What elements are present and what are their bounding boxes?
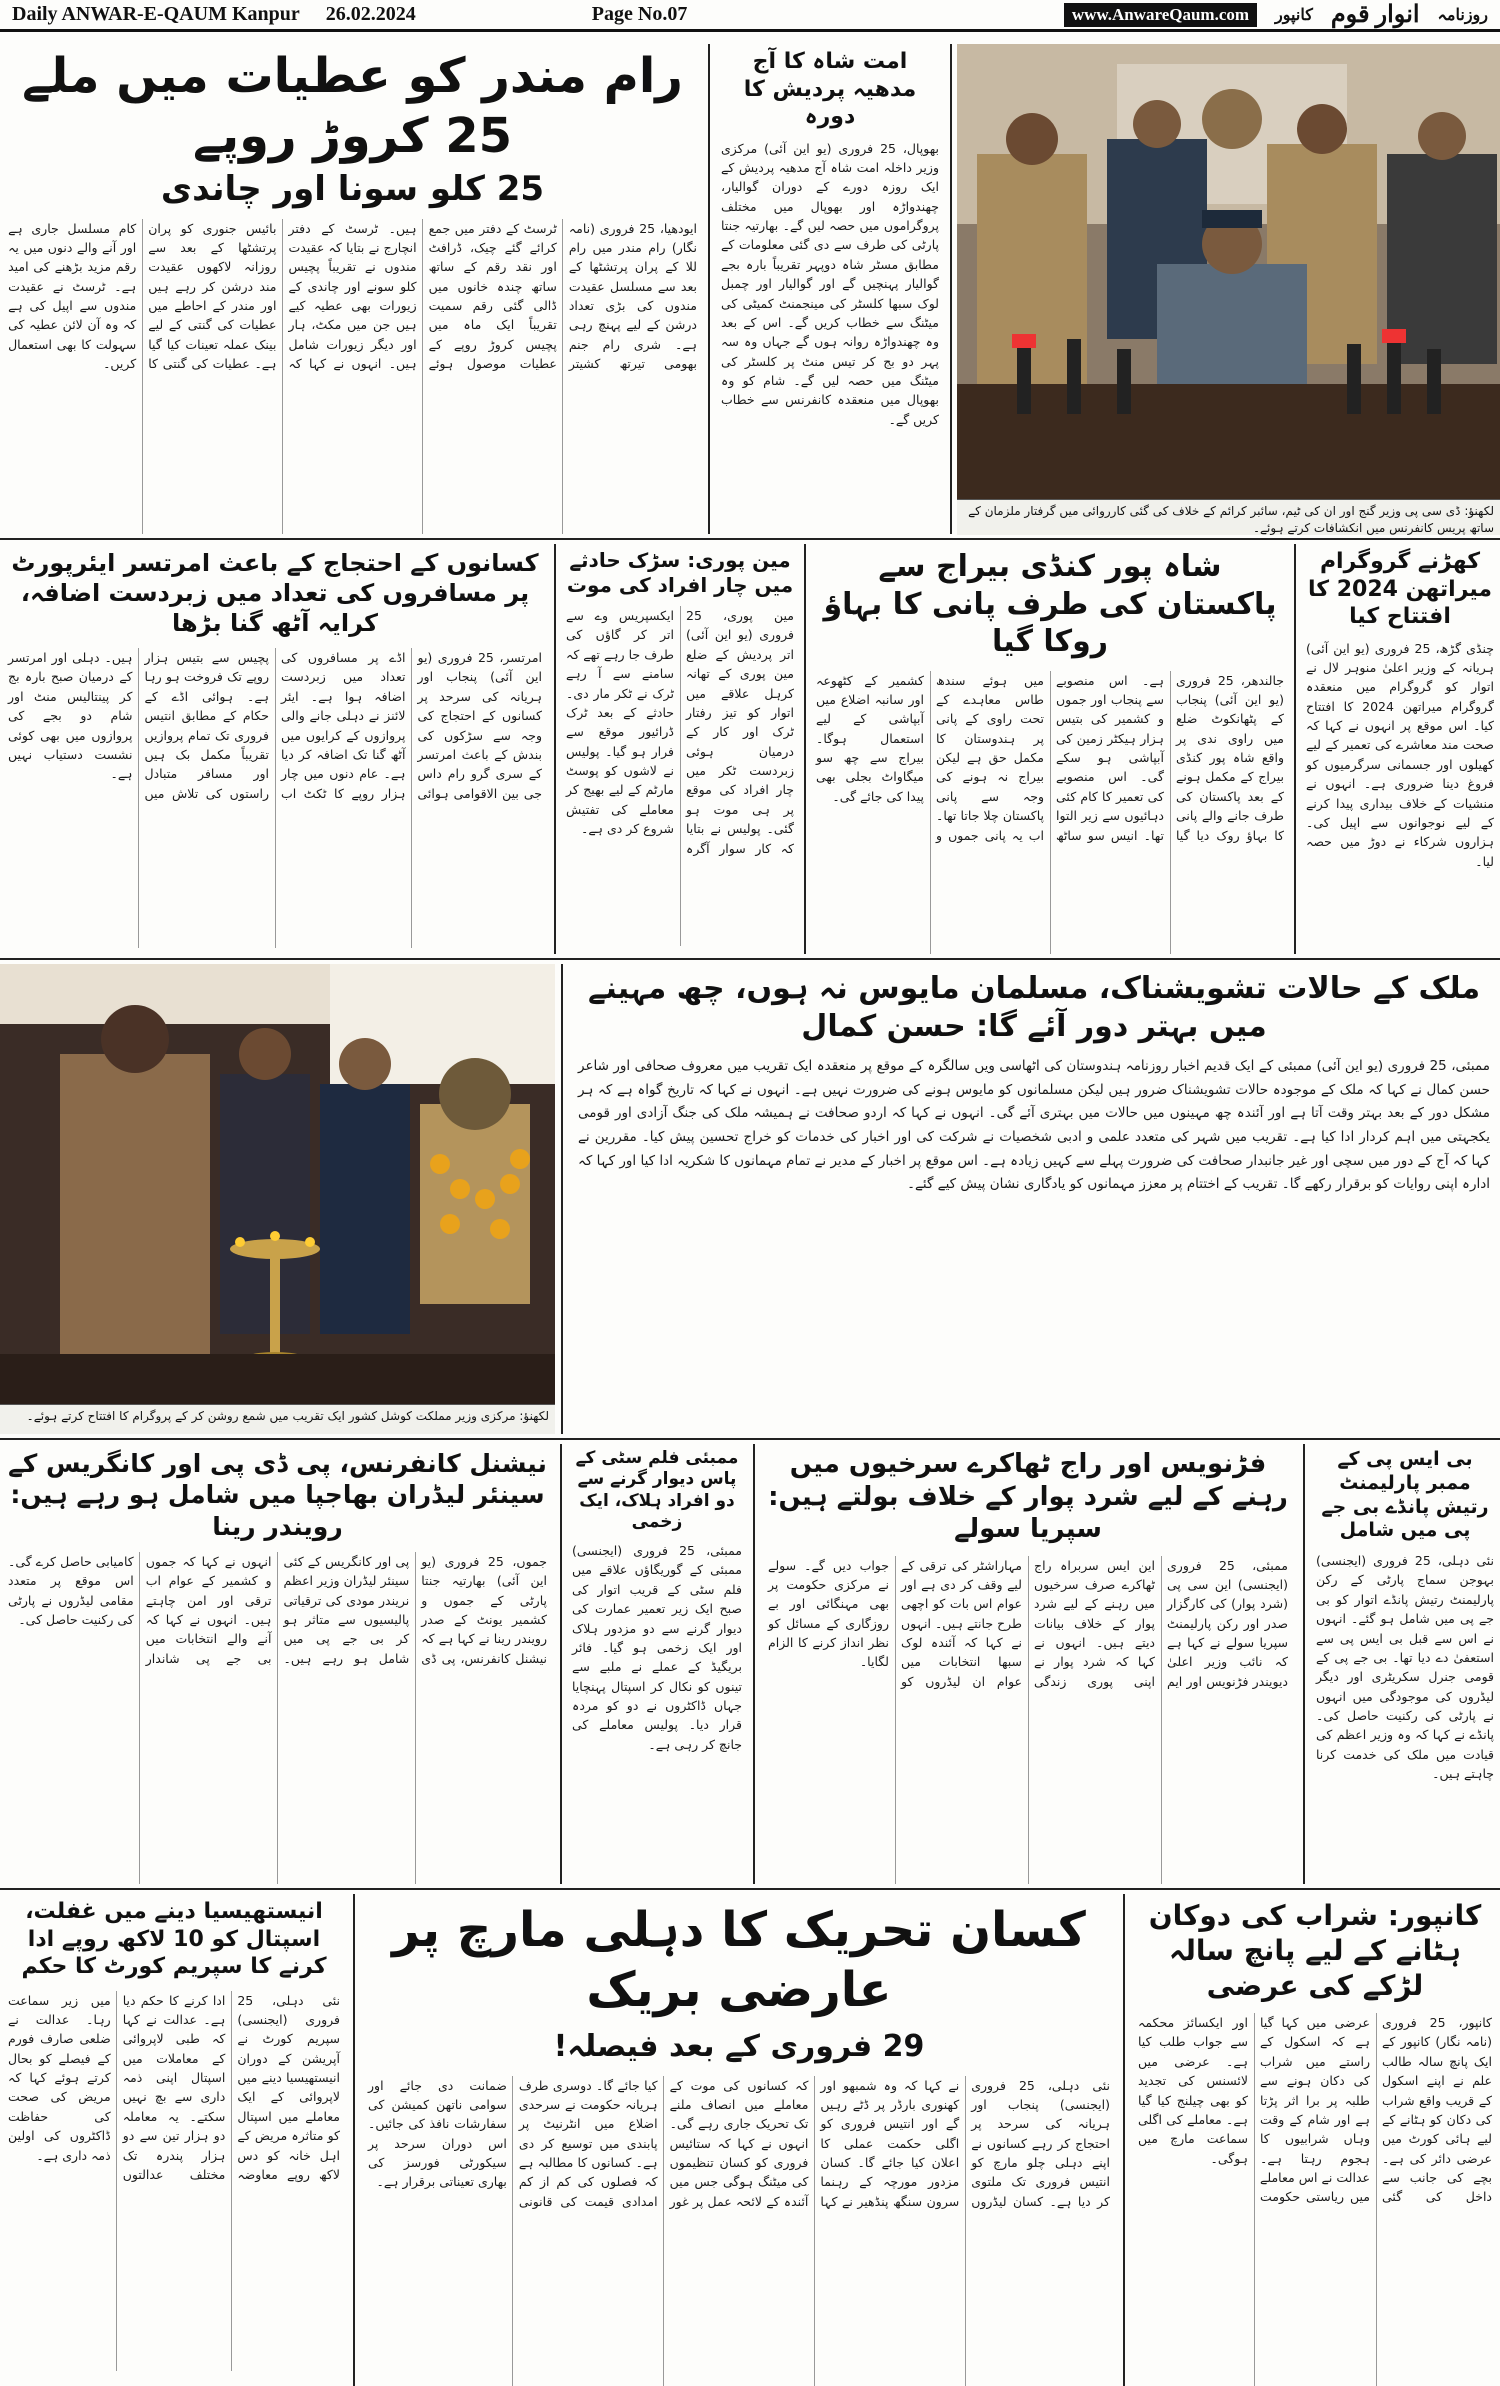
- bsp-mp-article: [1310, 1444, 1500, 1884]
- urdu-city: کانپور: [1275, 6, 1313, 24]
- headline: کھڑنے گروگرام میراتھن 2024 کا افتتاح کیا: [1307, 549, 1493, 629]
- rule: [1294, 544, 1296, 954]
- hasan-kamal-article: [568, 964, 1500, 1434]
- left-photo-caption: لکھنؤ: مرکزی وزیر مملکت کوشل کشور ایک تقریب میں شمع روشن کر کے پروگرام کا افتتاح کرتے ہوئے۔: [0, 1404, 555, 1434]
- rule: [753, 1444, 755, 1884]
- headline: کسان تحریک کا دہلی مارچ پر عارضی بریک: [392, 1902, 1086, 2018]
- rule: [1303, 1444, 1305, 1884]
- headline: مین پوری: سڑک حادثے میں چار افراد کی موت: [566, 548, 794, 597]
- rule: [0, 538, 1500, 540]
- article-body: جالندھر، 25 فروری (یو این آئی) پنجاب کے پٹھانکوٹ ضلع میں راوی ندی پر واقع شاہ پور کنڈی بیراج کے مکمل ہونے کے بعد پاکستان کی طرف جانے والے پانی کا بہاؤ روک دیا گیا ہے۔ اس منصوبے سے پنجاب اور جموں و کشمیر کی بتیس ہزار ہیکٹر زمین کی آبپاشی ہو سکے گی۔ اس منصوبے کی تعمیر کا کام کئی دہائیوں سے زیر التوا تھا۔ انیس سو ساٹھ میں ہوئے سندھ طاس معاہدے کے تحت راوی کے پانی پر ہندوستان کا مکمل حق ہے لیکن بیراج نہ ہونے کی وجہ سے پانی پاکستان چلا جاتا تھا۔ اب یہ پانی جموں و کشمیر کے کٹھوعہ اور سانبہ اضلاع میں آبپاشی کے لیے استعمال ہوگا۔ بیراج سے چھ سو میگاواٹ بجلی بھی پیدا کی جائے گی۔: [816, 672, 1284, 843]
- subhead: 29 فروری کے بعد فیصلہ!: [553, 2029, 925, 2064]
- issue-date: 26.02.2024: [325, 3, 416, 25]
- urdu-paper-title: انوار قوم: [1330, 2, 1420, 28]
- article-body: ممبئی، 25 فروری (ایجنسی) ممبئی کے گوریگاؤں علاقے میں فلم سٹی کے قریب اتوار کی صبح ایک زیر تعمیر عمارت کی دیوار گرنے سے دو مزدور ہلاک اور ایک زخمی ہو گیا۔ فائر بریگیڈ کے عملے نے ملبے سے تینوں کو نکال کر اسپتال پہنچایا جہاں ڈاکٹروں نے دو کو مردہ قرار دیا۔ پولیس معاملے کی جانچ کر رہی ہے۔: [572, 1543, 742, 1752]
- rule: [561, 964, 563, 1434]
- paper-name: Daily ANWAR-E-QAUM Kanpur: [12, 3, 300, 25]
- article-body: بھوپال، 25 فروری (یو این آئی) مرکزی وزیر داخلہ امت شاہ آج مدھیہ پردیش کے ایک روزہ دورے کے دوران گوالیار، چھندواڑہ اور بھوپال میں مختلف پروگراموں میں حصہ لیں گے۔ بھارتیہ جنتا پارٹی کی طرف سے دی گئی معلومات کے مطابق مسٹر شاہ دوپہر تقریباً بارہ بجے گوالیار پہنچیں گے اور گوالیار اور چمبل لوک سبھا کلسٹر کی مینجمنٹ کمیٹی کی میٹنگ سے خطاب کریں گے۔ اس کے بعد وہ چھندواڑہ روانہ ہوں گے جہاں وہ سہ پہر دو بج کر تیس منٹ پر کلسٹر کی میٹنگ میں حصہ لیں گے۔ شام کو وہ بھوپال میں منعقدہ کانفرنس سے خطاب کریں گے۔: [721, 140, 939, 427]
- article-body: نئی دہلی، 25 فروری (ایجنسی) پنجاب اور ہریانہ کی سرحد پر احتجاج کر رہے کسانوں نے اپنے دہلی چلو مارچ کو انتیس فروری تک ملتوی کر دیا ہے۔ کسان لیڈروں نے کہا کہ وہ شمبھو اور کھنوری بارڈر پر ڈٹے رہیں گے اور انتیس فروری کو اگلی حکمت عملی کا اعلان کیا جائے گا۔ کسان مزدور مورچہ کے رہنما سرون سنگھ پنڈھیر نے کہا کہ کسانوں کی موت کے معاملے میں انصاف ملنے تک تحریک جاری رہے گی۔ انہوں نے کہا کہ ستائیس فروری کو کسان تنظیموں کی میٹنگ ہوگی جس میں آئندہ کے لائحہ عمل پر غور کیا جائے گا۔ دوسری طرف ہریانہ حکومت نے سرحدی اضلاع میں انٹرنیٹ پر پابندی میں توسیع کر دی ہے۔ کسانوں کا مطالبہ ہے کہ فصلوں کی کم از کم امدادی قیمت کی قانونی ضمانت دی جائے اور سوامی ناتھن کمیشن کی سفارشات نافذ کی جائیں۔ اس دوران سرحد پر سیکورٹی فورسز کی بھاری تعیناتی برقرار ہے۔: [368, 2077, 1110, 2209]
- headline: امت شاہ کا آج مدھیہ پردیش کا دورہ: [743, 49, 917, 129]
- rule: [554, 544, 556, 954]
- article-body: جموں، 25 فروری (یو این آئی) بھارتیہ جنتا پارٹی کے جموں و کشمیر یونٹ کے صدر رویندر رینا نے کہا ہے کہ نیشنل کانفرنس، پی ڈی پی اور کانگریس کے کئی سینئر لیڈران وزیر اعظم نریندر مودی کی ترقیاتی پالیسیوں سے متاثر ہو کر بی جے پی میں شامل ہو رہے ہیں۔ انہوں نے کہا کہ جموں و کشمیر کے عوام اب ترقی اور امن چاہتے ہیں۔ انہوں نے کہا کہ آنے والے انتخابات میں بی جے پی شاندار کامیابی حاصل کرے گی۔ اس موقع پر متعدد مقامی لیڈروں نے پارٹی کی رکنیت حاصل کی۔: [8, 1553, 547, 1666]
- rule: [0, 1438, 1500, 1440]
- masthead: [0, 0, 1500, 32]
- ram-mandir-article: [0, 44, 705, 534]
- article-body: کانپور، 25 فروری (نامہ نگار) کانپور کے ایک پانچ سالہ طالب علم نے اپنے اسکول کے قریب واقع شراب کی دکان کو ہٹانے کے لیے ہائی کورٹ میں عرضی دائر کی ہے۔ بچے کی جانب سے داخل کی گئی عرضی میں کہا گیا ہے کہ اسکول کے راستے میں شراب کی دکان ہونے سے طلبہ پر برا اثر پڑتا ہے اور شام کے وقت وہاں شرابیوں کا ہجوم رہتا ہے۔ عدالت نے اس معاملے میں ریاستی حکومت اور ایکسائز محکمہ سے جواب طلب کیا ہے۔ عرضی میں لائسنس کی تجدید کو بھی چیلنج کیا گیا ہے۔ معاملے کی اگلی سماعت مارچ میں ہوگی۔: [1138, 2015, 1492, 2205]
- urdu-daily-label: روزنامہ: [1437, 6, 1488, 24]
- marathon-article: [1300, 544, 1500, 954]
- top-photo-caption: لکھنؤ: ڈی سی پی وزیر گنج اور ان کی ٹیم، سائبر کرائم کے خلاف کی گئی کارروائی میں گرفتار ملزمان کے ساتھ پریس کانفرنس میں انکشافات کرتے ہوئے۔: [957, 499, 1500, 535]
- rule: [0, 958, 1500, 960]
- rule: [1123, 1894, 1125, 2386]
- article-body: امرتسر، 25 فروری (یو این آئی) پنجاب اور ہریانہ کی سرحد پر کسانوں کے احتجاج کی وجہ سے سڑکوں کی بندش کے باعث امرتسر کے سری گرو رام داس جی بین الاقوامی ہوائی اڈے پر مسافروں کی تعداد میں زبردست اضافہ ہوا ہے۔ ایئر لائنز نے دہلی جانے والی پروازوں کے کرایوں میں آٹھ گنا تک اضافہ کر دیا ہے۔ عام دنوں میں چار ہزار روپے کا ٹکٹ اب پچیس سے بتیس ہزار روپے تک فروخت ہو رہا ہے۔ ہوائی اڈے کے حکام کے مطابق انتیس فروری تک تمام پروازیں تقریباً مکمل بک ہیں اور مسافر متبادل راستوں کی تلاش میں ہیں۔ دہلی اور امرتسر کے درمیان صبح بارہ بج کر پینتالیس منٹ اور شام دو بجے کی پروازوں میں بھی کوئی نشست دستیاب نہیں ہے۔: [8, 650, 542, 801]
- mainpuri-article: [560, 544, 800, 954]
- kanpur-liquor-article: [1130, 1894, 1500, 2386]
- headline: فڑنویس اور راج ٹھاکرے سرخیوں میں رہنے کے لیے شرد پوار کے خلاف بولتے ہیں: سپریا سولے: [768, 1449, 1288, 1544]
- article-body: نئی دہلی، 25 فروری (ایجنسی) سپریم کورٹ نے آپریشن کے دوران انیستھیسیا دینے میں لاپروائی کے ایک معاملے میں اسپتال کو متاثرہ مریض کے اہل خانہ کو دس لاکھ روپے معاوضہ ادا کرنے کا حکم دیا ہے۔ عدالت نے کہا کہ طبی لاپروائی کے معاملات میں اسپتال اپنی ذمہ داری سے بچ نہیں سکتے۔ یہ معاملہ دو ہزار تین سے دو ہزار پندرہ تک مختلف عدالتوں میں زیر سماعت رہا۔ عدالت نے ضلعی صارف فورم کے فیصلے کو بحال کرتے ہوئے کہا کہ مریض کی صحت کی حفاظت ڈاکٹروں کی اولین ذمہ داری ہے۔: [8, 1992, 340, 2182]
- article-body: ممبئی، 25 فروری (یو این آئی) ممبئی کے ایک قدیم اخبار روزنامہ ہندوستان کی اٹھاسی ویں سالگرہ کے موقع پر منعقدہ ایک تقریب میں معروف صحافی اور شاعر حسن کمال نے کہا کہ ملک کے موجودہ حالات تشویشناک ضرور ہیں لیکن مسلمانوں کو مایوس ہونے کی ضرورت نہیں ہے۔ انہوں نے کہا کہ تاریخ گواہ ہے کہ ہر مشکل دور کے بعد بہتر وقت آتا ہے اور آئندہ چھ مہینوں میں حالات میں بہتری آئے گی۔ انہوں نے کہا کہ اردو صحافت نے ہمیشہ ملک کی جنگ آزادی اور قومی یکجہتی میں اہم کردار ادا کیا ہے۔ تقریب میں شہر کی متعدد علمی و ادبی شخصیات نے شرکت کی اور اخبار کی خدمات کو خراج تحسین پیش کیا۔ مقررین نے کہا کہ آج کے دور میں سچی اور غیر جانبدار صحافت کی ضرورت پہلے سے کہیں زیادہ ہے۔ اس موقع پر اخبار کے مدیر نے تمام مہمانوں کا شکریہ ادا کیا اور کہا کہ ادارہ اپنی روایات کو برقرار رکھے گا۔ تقریب کے اختتام پر معزز مہمانوں کو یادگاری نشان پیش کیے گئے۔: [578, 1058, 1490, 1193]
- article-body: ممبئی، 25 فروری (ایجنسی) این سی پی (شرد پوار) کی کارگزار صدر اور رکن پارلیمنٹ سپریا سولے نے کہا ہے کہ نائب وزیر اعلیٰ دیویندر فڑنویس اور ایم این ایس سربراہ راج ٹھاکرے صرف سرخیوں میں رہنے کے لیے شرد پوار کے خلاف بیانات دیتے ہیں۔ انہوں نے کہا کہ شرد پوار نے اپنی پوری زندگی مہاراشٹر کی ترقی کے لیے وقف کر دی ہے اور عوام اس بات کو اچھی طرح جانتے ہیں۔ انہوں نے کہا کہ آئندہ لوک سبھا انتخابات میں عوام ان لیڈروں کو جواب دیں گے۔ سولے نے مرکزی حکومت پر بھی مہنگائی اور بے روزگاری کے مسائل کو نظر انداز کرنے کا الزام لگایا۔: [768, 1557, 1288, 1689]
- headline: شاہ پور کنڈی بیراج سے پاکستان کی طرف پانی کا بہاؤ روکا گیا: [823, 549, 1277, 659]
- headline: کانپور: شراب کی دوکان ہٹانے کے لیے پانچ سالہ لڑکے کی عرضی: [1148, 1899, 1482, 2002]
- supriya-sule-article: [760, 1444, 1296, 1884]
- website-link[interactable]: www.AnwareQaum.com: [1064, 3, 1257, 27]
- amit-shah-article: [715, 44, 945, 534]
- rule: [950, 44, 952, 534]
- subhead: 25 کلو سونا اور چاندی: [160, 169, 545, 209]
- anesthesia-article: [0, 1894, 348, 2386]
- headline: رام مندر کو عطیات میں ملے 25 کروڑ روپے: [22, 48, 683, 164]
- ceremony-photo: [0, 964, 555, 1404]
- masthead-left: [12, 3, 687, 26]
- rule: [804, 544, 806, 954]
- kisan-delhi-march-article: [360, 1894, 1118, 2386]
- headline: انیستھیسیا دینے میں غفلت، اسپتال کو 10 لاکھ روپے ادا کرنے کا سپریم کورٹ کا حکم: [21, 1899, 327, 1979]
- top-photo: [957, 44, 1500, 499]
- rule: [708, 44, 710, 534]
- amritsar-airport-article: [0, 544, 550, 954]
- article-body: چنڈی گڑھ، 25 فروری (یو این آئی) ہریانہ کے وزیر اعلیٰ منوہر لال نے اتوار کو گروگرام میں منعقدہ گروگرام میراتھن 2024 کا افتتاح کیا۔ اس موقع پر انہوں نے کہا کہ صحت مند معاشرے کی تعمیر کے لیے کھیلوں اور جسمانی سرگرمیوں کو فروغ دینا ضروری ہے۔ انہوں نے منشیات کے خلاف بیداری پیدا کرنے کے لیے نوجوانوں سے اپیل کی۔ ہزاروں شرکاء نے دوڑ میں حصہ لیا۔: [1306, 640, 1495, 869]
- page-number: Page No.07: [591, 3, 688, 25]
- shahpurkandi-article: [810, 544, 1290, 954]
- ravinder-raina-article: [0, 1444, 555, 1884]
- article-body: نئی دہلی، 25 فروری (ایجنسی) بہوجن سماج پارٹی کے رکن پارلیمنٹ رتیش پانڈے اتوار کو بی جے پی میں شامل ہو گئے۔ انہوں نے اس سے قبل بی ایس پی سے استعفیٰ دے دیا تھا۔ بی جے پی کے قومی جنرل سکریٹری اور دیگر لیڈروں کی موجودگی میں انہوں نے پارٹی کی رکنیت حاصل کی۔ پانڈے نے کہا کہ وہ وزیر اعظم کی قیادت میں ملک کی خدمت کرنا چاہتے ہیں۔: [1316, 1553, 1494, 1782]
- headline: ممبئی فلم سٹی کے پاس دیوار گرنے سے دو افراد ہلاک، ایک زخمی: [575, 1448, 739, 1532]
- rule: [0, 1888, 1500, 1890]
- film-city-article: [566, 1444, 748, 1884]
- headline: بی ایس پی کے ممبر پارلیمنٹ رتیش پانڈے بی جے پی میں شامل: [1321, 1448, 1489, 1542]
- article-body: ایودھیا، 25 فروری (نامہ نگار) رام مندر میں رام للا کے پران پرتشٹھا کے بعد سے مسلسل عقیدت مندوں کی بڑی تعداد درشن کے لیے پہنچ رہی ہے۔ شری رام جنم بھومی تیرتھ کشیتر ٹرسٹ کے دفتر میں جمع کرائے گئے چیک، ڈرافٹ اور نقد رقم کے ساتھ ساتھ چندہ خانوں میں ڈالی گئی رقم سمیت تقریباً ایک ماہ میں پچیس کروڑ روپے کے عطیات موصول ہوئے ہیں۔ ٹرسٹ کے دفتر انچارج نے بتایا کہ عقیدت مندوں نے تقریباً پچیس کلو سونے اور چاندی کے زیورات بھی عطیہ کیے ہیں جن میں مکٹ، ہار اور دیگر زیورات شامل ہیں۔ انہوں نے کہا کہ بائیس جنوری کو پران پرتشٹھا کے بعد سے روزانہ لاکھوں عقیدت مند درشن کر رہے ہیں اور مندر کے احاطے میں عطیات کی گنتی کے لیے بینک عملہ تعینات کیا گیا ہے۔ عطیات کی گنتی کا کام مسلسل جاری ہے اور آنے والے دنوں میں یہ رقم مزید بڑھنے کی امید ہے۔ ٹرسٹ نے عقیدت مندوں سے اپیل کی ہے کہ وہ آن لائن عطیہ کی سہولت کا بھی استعمال کریں۔: [8, 220, 697, 372]
- rule: [560, 1444, 562, 1884]
- headline: ملک کے حالات تشویشناک، مسلمان مایوس نہ ہوں، چھ مہینے میں بہتر دور آئے گا: حسن کمال: [587, 971, 1481, 1044]
- press-conference-photo: [957, 44, 1500, 499]
- masthead-right: [1064, 0, 1488, 29]
- headline: کسانوں کے احتجاج کے باعث امرتسر ایئرپورٹ پر مسافروں کی تعداد میں زبردست اضافہ، کرایہ آٹھ گنا بڑھا: [11, 549, 539, 637]
- article-body: مین پوری، 25 فروری (یو این آئی) اتر پردیش کے ضلع مین پوری کے تھانہ کرہل علاقے میں اتوار کو تیز رفتار ٹرک اور کار کے درمیان ہوئی زبردست ٹکر میں چار افراد کی موقع پر ہی موت ہو گئی۔ پولیس نے بتایا کہ کار سوار آگرہ ایکسپریس وے سے اتر کر گاؤں کی طرف جا رہے تھے کہ سامنے سے آ رہے ٹرک نے ٹکر مار دی۔ حادثے کے بعد ٹرک ڈرائیور موقع سے فرار ہو گیا۔ پولیس نے لاشوں کو پوسٹ مارٹم کے لیے بھیج کر معاملے کی تفتیش شروع کر دی ہے۔: [566, 608, 794, 856]
- headline: نیشنل کانفرنس، پی ڈی پی اور کانگریس کے سینئر لیڈران بھاجپا میں شامل ہو رہے ہیں: رویندر رینا: [8, 1449, 547, 1541]
- rule: [353, 1894, 355, 2386]
- lamp-lighting-photo: [0, 964, 555, 1404]
